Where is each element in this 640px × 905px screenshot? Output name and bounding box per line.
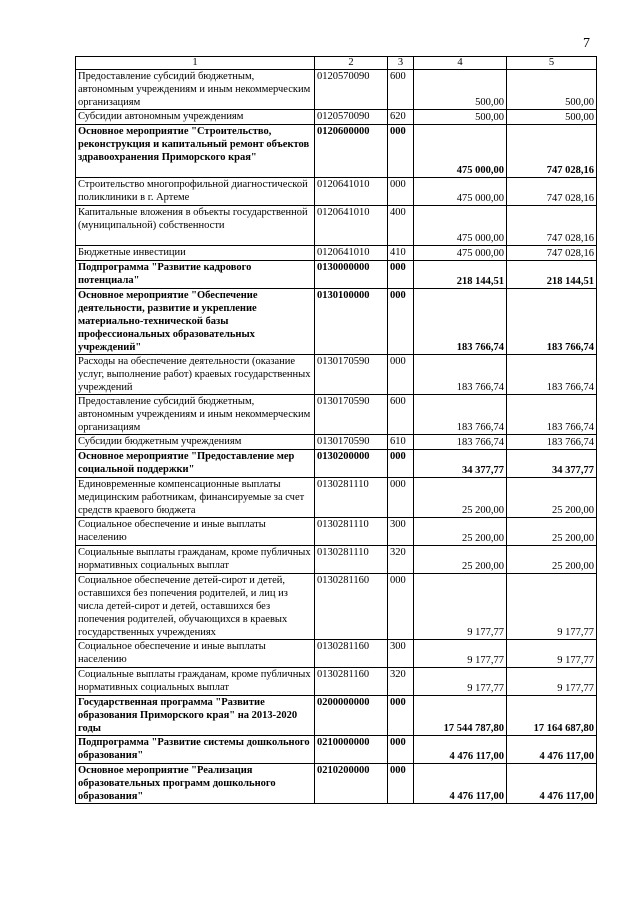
- column-header: 2: [315, 57, 388, 70]
- expense-type-code: 300: [388, 518, 414, 546]
- table-row: [76, 435, 597, 450]
- expense-type-code: 300: [388, 640, 414, 668]
- target-article-code: 0210200000: [315, 764, 388, 804]
- expense-name: Подпрограмма "Развитие системы дошкольного образования": [76, 736, 315, 764]
- target-article-code: 0130281160: [315, 574, 388, 640]
- expense-name: Основное мероприятие "Обеспечение деятельности, развитие и укрепление материально-технической базы профессиональных образовательных учреждений": [76, 289, 315, 355]
- expense-name: Социальное обеспечение и иные выплаты населению: [76, 640, 315, 668]
- amount-column-4: 9 177,77: [414, 668, 507, 696]
- budget-table-body: [76, 57, 597, 804]
- amount-column-4: 183 766,74: [414, 289, 507, 355]
- target-article-code: 0130200000: [315, 450, 388, 478]
- table-row: [76, 289, 597, 355]
- amount-column-5: 25 200,00: [507, 518, 597, 546]
- amount-column-4: 9 177,77: [414, 574, 507, 640]
- amount-column-5: 9 177,77: [507, 574, 597, 640]
- target-article-code: 0120641010: [315, 206, 388, 246]
- column-header: 4: [414, 57, 507, 70]
- table-row: [76, 178, 597, 206]
- target-article-code: 0130281110: [315, 546, 388, 574]
- budget-table: [75, 56, 597, 804]
- amount-column-5: 500,00: [507, 70, 597, 110]
- table-row: [76, 395, 597, 435]
- expense-type-code: 000: [388, 736, 414, 764]
- amount-column-4: 34 377,77: [414, 450, 507, 478]
- target-article-code: 0120641010: [315, 246, 388, 261]
- target-article-code: 0120641010: [315, 178, 388, 206]
- expense-name: Социальное обеспечение детей-сирот и детей, оставшихся без попечения родителей, и лиц из числа детей-сирот и детей, оставшихся без попечения родителей, обучающихся в краевых государственных учреждениях: [76, 574, 315, 640]
- column-header: 5: [507, 57, 597, 70]
- table-row: [76, 736, 597, 764]
- table-row: [76, 125, 597, 178]
- target-article-code: 0210000000: [315, 736, 388, 764]
- expense-type-code: 000: [388, 125, 414, 178]
- target-article-code: 0130100000: [315, 289, 388, 355]
- target-article-code: 0130000000: [315, 261, 388, 289]
- table-row: [76, 478, 597, 518]
- amount-column-5: 183 766,74: [507, 289, 597, 355]
- expense-name: Предоставление субсидий бюджетным, автономным учреждениям и иным некоммерческим организациям: [76, 70, 315, 110]
- expense-name: Социальное обеспечение и иные выплаты населению: [76, 518, 315, 546]
- table-row: [76, 518, 597, 546]
- table-row: [76, 696, 597, 736]
- target-article-code: 0130170590: [315, 355, 388, 395]
- amount-column-5: 747 028,16: [507, 206, 597, 246]
- table-row: [76, 546, 597, 574]
- amount-column-4: 500,00: [414, 70, 507, 110]
- column-header: 1: [76, 57, 315, 70]
- amount-column-4: 183 766,74: [414, 395, 507, 435]
- amount-column-4: 25 200,00: [414, 478, 507, 518]
- expense-name: Субсидии бюджетным учреждениям: [76, 435, 315, 450]
- amount-column-4: 475 000,00: [414, 206, 507, 246]
- amount-column-5: 17 164 687,80: [507, 696, 597, 736]
- column-number-row: [76, 57, 597, 70]
- expense-type-code: 320: [388, 546, 414, 574]
- expense-type-code: 000: [388, 289, 414, 355]
- expense-name: Основное мероприятие "Реализация образовательных программ дошкольного образования": [76, 764, 315, 804]
- target-article-code: 0200000000: [315, 696, 388, 736]
- amount-column-5: 500,00: [507, 110, 597, 125]
- amount-column-4: 218 144,51: [414, 261, 507, 289]
- table-row: [76, 668, 597, 696]
- expense-name: Основное мероприятие "Строительство, реконструкция и капитальный ремонт объектов здравоохранения Приморского края": [76, 125, 315, 178]
- expense-type-code: 000: [388, 355, 414, 395]
- amount-column-5: 34 377,77: [507, 450, 597, 478]
- expense-name: Подпрограмма "Развитие кадрового потенциала": [76, 261, 315, 289]
- amount-column-5: 747 028,16: [507, 178, 597, 206]
- table-row: [76, 246, 597, 261]
- expense-type-code: 600: [388, 70, 414, 110]
- column-header: 3: [388, 57, 414, 70]
- expense-type-code: 410: [388, 246, 414, 261]
- amount-column-4: 475 000,00: [414, 246, 507, 261]
- expense-type-code: 000: [388, 178, 414, 206]
- expense-type-code: 320: [388, 668, 414, 696]
- expense-name: Бюджетные инвестиции: [76, 246, 315, 261]
- target-article-code: 0130170590: [315, 395, 388, 435]
- target-article-code: 0120600000: [315, 125, 388, 178]
- expense-type-code: 610: [388, 435, 414, 450]
- expense-name: Строительство многопрофильной диагностической поликлиники в г. Артеме: [76, 178, 315, 206]
- expense-type-code: 620: [388, 110, 414, 125]
- amount-column-5: 9 177,77: [507, 668, 597, 696]
- expense-type-code: 000: [388, 478, 414, 518]
- expense-type-code: 600: [388, 395, 414, 435]
- amount-column-5: 25 200,00: [507, 546, 597, 574]
- target-article-code: 0130281160: [315, 640, 388, 668]
- amount-column-5: 747 028,16: [507, 246, 597, 261]
- target-article-code: 0120570090: [315, 110, 388, 125]
- expense-type-code: 000: [388, 261, 414, 289]
- expense-name: Социальные выплаты гражданам, кроме публичных нормативных социальных выплат: [76, 546, 315, 574]
- table-row: [76, 70, 597, 110]
- page-number: 7: [583, 36, 590, 51]
- amount-column-4: 25 200,00: [414, 546, 507, 574]
- target-article-code: 0130170590: [315, 435, 388, 450]
- amount-column-5: 183 766,74: [507, 355, 597, 395]
- table-row: [76, 450, 597, 478]
- amount-column-4: 25 200,00: [414, 518, 507, 546]
- amount-column-4: 17 544 787,80: [414, 696, 507, 736]
- expense-type-code: 000: [388, 574, 414, 640]
- expense-type-code: 000: [388, 696, 414, 736]
- expense-name: Расходы на обеспечение деятельности (оказание услуг, выполнение работ) краевых государственных учреждений: [76, 355, 315, 395]
- amount-column-4: 475 000,00: [414, 125, 507, 178]
- table-row: [76, 355, 597, 395]
- table-row: [76, 574, 597, 640]
- expense-name: Основное мероприятие "Предоставление мер социальной поддержки": [76, 450, 315, 478]
- target-article-code: 0120570090: [315, 70, 388, 110]
- amount-column-5: 25 200,00: [507, 478, 597, 518]
- target-article-code: 0130281160: [315, 668, 388, 696]
- table-row: [76, 764, 597, 804]
- expense-name: Капитальные вложения в объекты государственной (муниципальной) собственности: [76, 206, 315, 246]
- amount-column-5: 218 144,51: [507, 261, 597, 289]
- expense-type-code: 000: [388, 450, 414, 478]
- amount-column-5: 4 476 117,00: [507, 764, 597, 804]
- expense-name: Субсидии автономным учреждениям: [76, 110, 315, 125]
- amount-column-5: 9 177,77: [507, 640, 597, 668]
- expense-type-code: 400: [388, 206, 414, 246]
- amount-column-4: 9 177,77: [414, 640, 507, 668]
- expense-type-code: 000: [388, 764, 414, 804]
- amount-column-5: 747 028,16: [507, 125, 597, 178]
- target-article-code: 0130281110: [315, 518, 388, 546]
- table-row: [76, 640, 597, 668]
- amount-column-5: 183 766,74: [507, 435, 597, 450]
- table-row: [76, 206, 597, 246]
- target-article-code: 0130281110: [315, 478, 388, 518]
- expense-name: Социальные выплаты гражданам, кроме публичных нормативных социальных выплат: [76, 668, 315, 696]
- amount-column-4: 4 476 117,00: [414, 736, 507, 764]
- amount-column-4: 183 766,74: [414, 355, 507, 395]
- expense-name: Предоставление субсидий бюджетным, автономным учреждениям и иным некоммерческим организациям: [76, 395, 315, 435]
- table-row: [76, 110, 597, 125]
- table-row: [76, 261, 597, 289]
- amount-column-4: 4 476 117,00: [414, 764, 507, 804]
- expense-name: Единовременные компенсационные выплаты медицинским работникам, финансируемые за счет средств краевого бюджета: [76, 478, 315, 518]
- amount-column-4: 500,00: [414, 110, 507, 125]
- amount-column-4: 183 766,74: [414, 435, 507, 450]
- amount-column-5: 4 476 117,00: [507, 736, 597, 764]
- amount-column-4: 475 000,00: [414, 178, 507, 206]
- expense-name: Государственная программа "Развитие образования Приморского края" на 2013-2020 годы: [76, 696, 315, 736]
- amount-column-5: 183 766,74: [507, 395, 597, 435]
